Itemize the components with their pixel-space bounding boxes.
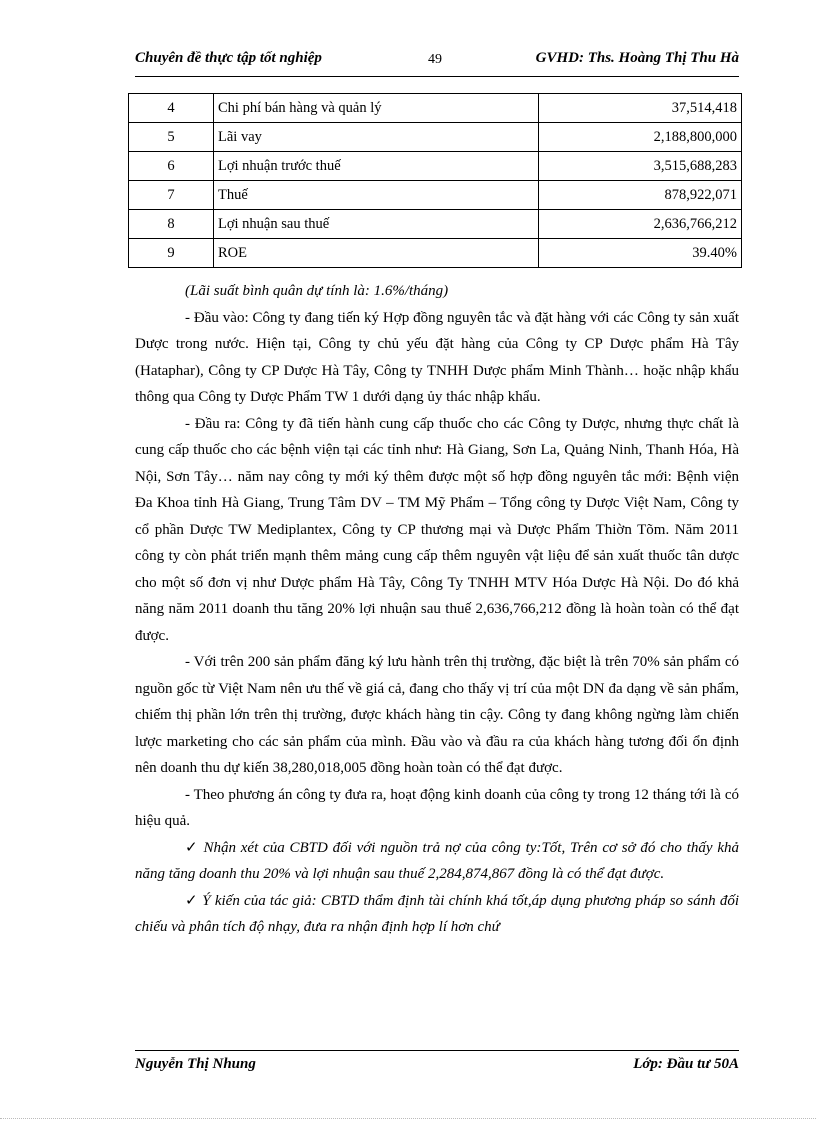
row-item: Thuế [214, 181, 539, 210]
row-value: 2,636,766,212 [539, 210, 742, 239]
row-number: 4 [129, 94, 214, 123]
row-item: ROE [214, 239, 539, 268]
paragraph-products: - Với trên 200 sản phẩm đăng ký lưu hành trên thị trường, đặc biệt là trên 70% sản phẩm có nguồn gốc từ Việt Nam nên ưu thế về giá cả, đang cho thấy vị trí của một DN đa dạng về sản phẩm, chiếm thị phần lớn trên thị trường, được khách hàng tin cậy. Công ty đang không ngừng làm chiến lược marketing cho các sản phẩm của mình. Đầu vào và đầu ra của khách hàng tương đối ổn định nên doanh thu dự kiến 38,280,018,005 đồng hoàn toàn có thể đạt được. [135, 654, 739, 776]
row-value: 39.40% [539, 239, 742, 268]
table-row [129, 94, 742, 123]
row-value: 2,188,800,000 [539, 123, 742, 152]
table-row [129, 239, 742, 268]
author-opinion [135, 888, 739, 941]
row-number: 5 [129, 123, 214, 152]
page-edge-divider [0, 1118, 816, 1119]
row-value: 37,514,418 [539, 94, 742, 123]
row-number: 8 [129, 210, 214, 239]
header-title: Chuyên đề thực tập tốt nghiệp [135, 50, 322, 66]
header-advisor: GVHD: Ths. Hoàng Thị Thu Hà [535, 50, 739, 66]
table-row [129, 152, 742, 181]
table-row [129, 181, 742, 210]
checkmark-icon: ✓ [185, 892, 199, 909]
officer-assessment-text: Tốt, Trên cơ sở đó cho thấy khả năng tăng doanh thu 20% và lợi nhuận sau thuế 2,284,874,867 đồng là có thể đạt được. [135, 839, 739, 882]
row-number: 7 [129, 181, 214, 210]
financial-table [128, 93, 742, 268]
row-item: Lợi nhuận sau thuế [214, 210, 539, 239]
footer-class: Lớp: Đầu tư 50A [633, 1056, 739, 1072]
row-number: 9 [129, 239, 214, 268]
page-header [135, 50, 739, 74]
row-item: Chi phí bán hàng và quản lý [214, 94, 539, 123]
page-footer [135, 1056, 739, 1078]
author-opinion-label: Ý kiến của tác giả: [202, 892, 317, 909]
table-row [129, 210, 742, 239]
row-value: 3,515,688,283 [539, 152, 742, 181]
paragraph-outputs: - Đầu ra: Công ty đã tiến hành cung cấp thuốc cho các Công ty Dược, nhưng thực chất là cung cấp thuốc cho các bệnh viện tại các tỉnh như: Hà Giang, Sơn La, Quảng Ninh, Thanh Hóa, Hà Nội, Sơn Tây… năm nay công ty mới ký thêm được một số hợp đồng nguyên tắc mới: Bệnh viện Đa Khoa tỉnh Hà Giang, Trung Tâm DV – TM Mỹ Phẩm – Tổng công ty Dược Việt Nam, Công ty cổ phần Dược TW Mediplantex, Công ty CP thương mại và Dược Phẩm Thiờn Tõm. Năm 2011 công ty còn phát triển mạnh thêm mảng cung cấp thêm nguyên vật liệu để sản xuất thuốc tân dược cho một số đơn vị như Dược phẩm Hà Tây, Công Ty TNHH MTV Hóa Dược Hà Nội. Do đó khả năng năm 2011 doanh thu tăng 20% lợi nhuận sau thuế 2,636,766,212 đồng là hoàn toàn có thể đạt được. [135, 415, 739, 644]
paragraph-inputs: - Đầu vào: Công ty đang tiến ký Hợp đồng nguyên tắc và đặt hàng với các Công ty sản xuất Dược trong nước. Hiện tại, Công ty chủ yếu đặt hàng của Công ty CP Dược phẩm Hà Tây (Hataphar), Công ty CP Dược Hà Tây, Công ty TNHH Dược phẩm Minh Thành… hoặc nhập khẩu thông qua Công ty Dược Phẩm TW 1 dưới dạng ủy thác nhập khẩu. [135, 309, 739, 405]
row-value: 878,922,071 [539, 181, 742, 210]
row-item: Lãi vay [214, 123, 539, 152]
paragraph-plan: - Theo phương án công ty đưa ra, hoạt động kinh doanh của công ty trong 12 tháng tới là có hiệu quả. [135, 786, 739, 829]
author-opinion-text: CBTD thẩm định tài chính khá tốt,áp dụng phương pháp so sánh đối chiếu và phân tích độ nhạy, đưa ra nhận định hợp lí hơn chứ [135, 892, 740, 935]
body-text [135, 278, 739, 941]
row-number: 6 [129, 152, 214, 181]
footer-divider [135, 1050, 739, 1051]
header-divider [135, 76, 739, 77]
interest-note: (Lãi suất bình quân dự tính là: 1.6%/tháng) [185, 283, 449, 299]
officer-assessment [135, 835, 739, 888]
footer-author: Nguyễn Thị Nhung [135, 1056, 256, 1072]
officer-assessment-label: Nhận xét của CBTD đối với nguồn trả nợ của công ty: [203, 839, 542, 856]
row-item: Lợi nhuận trước thuế [214, 152, 539, 181]
page-number: 49 [428, 52, 442, 67]
checkmark-icon: ✓ [185, 839, 199, 856]
table-row [129, 123, 742, 152]
